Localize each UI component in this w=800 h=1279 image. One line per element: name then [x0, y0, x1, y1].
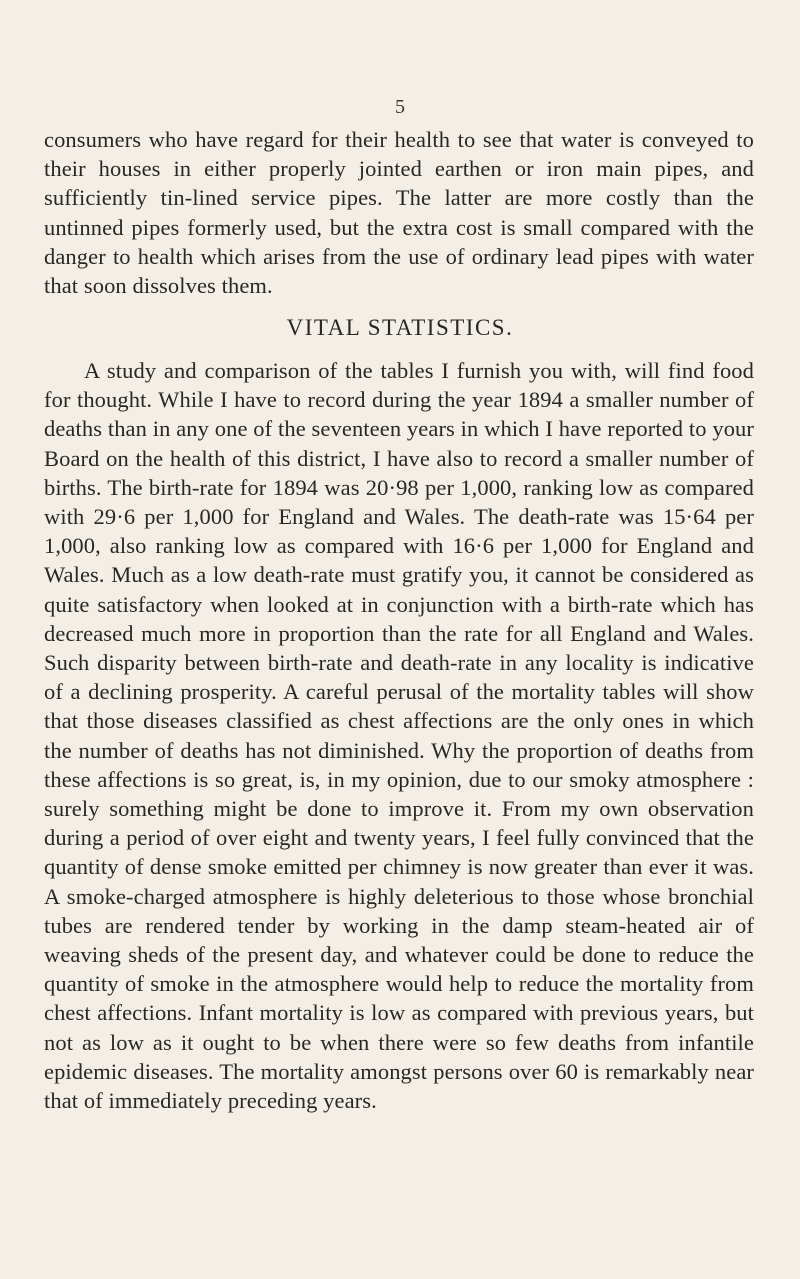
section-heading: VITAL STATISTICS.	[286, 315, 514, 340]
paragraph-vital-statistics: A study and comparison of the tables I furnish you with, will find food for thought. While I have to record during the year 1894 a smaller number of deaths than in any one of the seventeen years in which I have reported to your Board on the health of this district, I have also to record a smaller number of births. The birth-rate for 1894 was 20·98 per 1,000, ranking low as compared with 29·6 per 1,000 for England and Wales. The death-rate was 15·64 per 1,000, also ranking low as compared with 16·6 per 1,000 for England and Wales. Much as a low death-rate must gratify you, it cannot be considered as quite satisfactory when looked at in conjunction with a birth-rate which has decreased much more in proportion than the rate for all England and Wales. Such disparity between birth-rate and death-rate in any locality is indicative of a declining prosperity. A careful perusal of the mortality tables will show that those diseases classified as chest affections are the only ones in which the number of deaths has not diminished. Why the proportion of deaths from these affections is so great, is, in my opinion, due to our smoky atmosphere : surely something might be done to improve it. From my own observation during a period of over eight and twenty years, I feel fully convinced that the quantity of dense smoke emitted per chimney is now greater than ever it was. A smoke-charged atmosphere is highly deleterious to those whose bronchial tubes are rendered tender by working in the damp steam-heated air of weaving sheds of the present day, and whatever could be done to reduce the quantity of smoke in the atmosphere would help to reduce the mortality from chest affections. Infant mortality is low as compared with previous years, but not as low as it ought to be when there were so few deaths from infantile epidemic diseases. The mortality amongst persons over 60 is remarkably near that of immediately preceding years.	[44, 358, 754, 1114]
paragraph-water-pipes: consumers who have regard for their health to see that water is conveyed to their houses in either properly jointed earthen or iron main pipes, and sufficiently tin-lined service pipes. The latter are more costly than the untinned pipes formerly used, but the extra cost is small compared with the danger to health which arises from the use of ordinary lead pipes with water that soon dissolves them.	[44, 127, 754, 299]
page-number: 5	[395, 96, 405, 118]
